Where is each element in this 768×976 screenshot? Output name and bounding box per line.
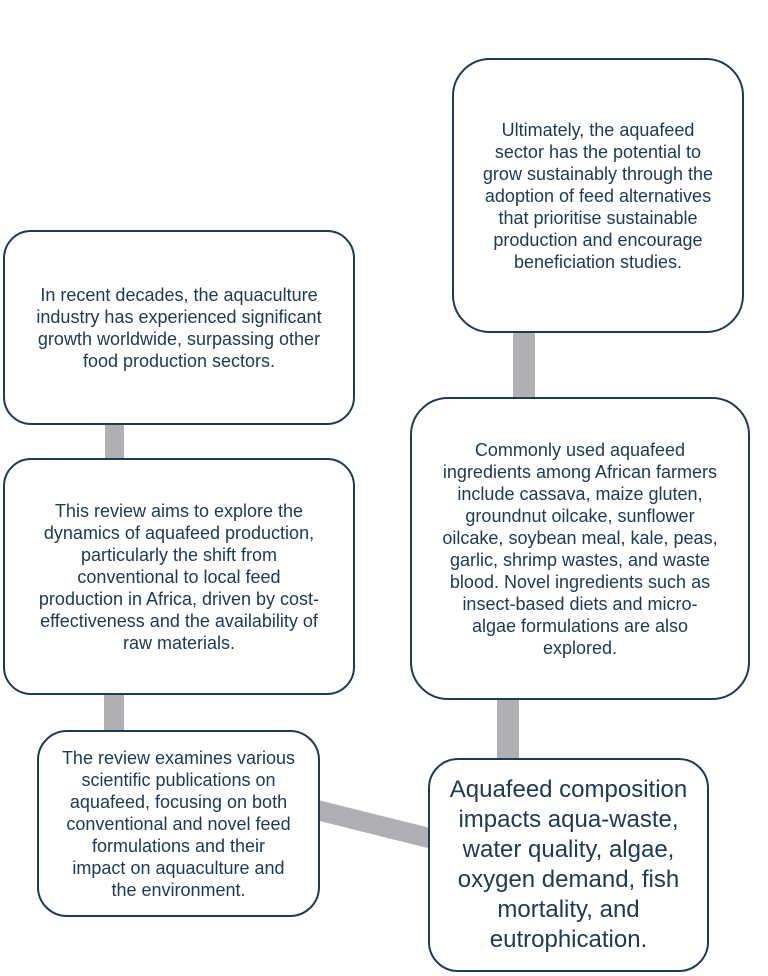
node-text-line: This review aims to explore the: [54, 500, 304, 521]
node-aquafeed-impact: [428, 758, 709, 972]
node-aquafeed-sustainability: [452, 58, 744, 333]
node-text-line: beneficiation studies.: [513, 251, 683, 272]
connector-ingredients-to-impact: [497, 697, 519, 761]
node-review-aim: [3, 458, 355, 695]
node-text-line: impacts aqua-waste,: [458, 806, 679, 833]
node-text-line: Ultimately, the aquafeed: [501, 119, 695, 140]
node-text-line: dynamics of aquafeed production,: [43, 522, 315, 543]
node-text-line: scientific publications on: [81, 769, 276, 790]
connector-growth-to-aim: [105, 423, 124, 461]
node-text-line: conventional to local feed: [77, 566, 281, 587]
node-text-line: growth worldwide, surpassing other: [37, 328, 321, 349]
node-text-line: aquafeed, focusing on both: [69, 791, 288, 812]
node-text-line: insect-based diets and micro-: [462, 593, 698, 614]
node-text-line: explored.: [542, 637, 618, 658]
node-text-line: the environment.: [111, 879, 246, 900]
node-ingredients: [410, 397, 750, 700]
node-text-line: The review examines various: [61, 747, 296, 768]
node-text-line: eutrophication.: [489, 926, 648, 953]
node-review-scope: [37, 730, 320, 917]
node-text-line: industry has experienced significant: [36, 306, 322, 327]
connector-sustainability-to-ingredients: [513, 331, 535, 399]
node-text-line: sector has the potential to: [494, 141, 702, 162]
node-text-line: blood. Novel ingredients such as: [449, 571, 711, 592]
node-text-line: raw materials.: [122, 632, 236, 653]
node-text-line: effectiveness and the availability of: [40, 610, 318, 631]
node-text-line: grow sustainably through the: [482, 163, 714, 184]
node-aquaculture-growth: [3, 230, 355, 425]
node-text-line: include cassava, maize gluten,: [457, 483, 703, 504]
node-text-line: algae formulations are also: [471, 615, 689, 636]
node-text-line: mortality, and: [497, 896, 640, 923]
node-text-line: impact on aquaculture and: [72, 857, 285, 878]
node-text-line: oxygen demand, fish: [457, 866, 680, 893]
node-text-line: oilcake, soybean meal, kale, peas,: [442, 527, 718, 548]
connector-scope-to-impact: [313, 800, 432, 848]
node-text-line: Commonly used aquafeed: [474, 439, 686, 460]
node-text-line: adoption of feed alternatives: [484, 185, 712, 206]
node-text-line: that prioritise sustainable: [498, 207, 698, 228]
node-text-line: production in Africa, driven by cost-: [38, 588, 320, 609]
node-text-line: groundnut oilcake, sunflower: [465, 505, 695, 526]
node-text-line: In recent decades, the aquaculture: [40, 284, 318, 305]
node-text-line: production and encourage: [493, 229, 703, 250]
node-text-line: formulations and their: [91, 835, 266, 856]
node-text-line: ingredients among African farmers: [442, 461, 718, 482]
node-text-line: garlic, shrimp wastes, and waste: [449, 549, 711, 570]
node-text-line: Aquafeed composition: [449, 776, 688, 803]
connector-aim-to-scope: [104, 693, 124, 733]
node-text-line: water quality, algae,: [462, 836, 675, 863]
node-text-line: conventional and novel feed: [66, 813, 291, 834]
node-text-line: food production sectors.: [82, 350, 276, 371]
node-text-line: particularly the shift from: [80, 544, 278, 565]
